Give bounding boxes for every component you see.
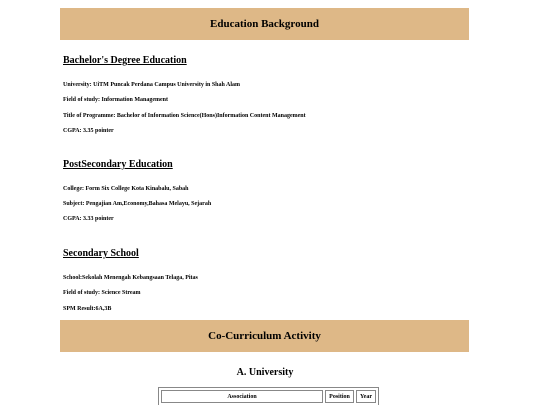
column-header-year: Year [356, 390, 376, 403]
association-table [158, 387, 379, 405]
bachelor-heading: Bachelor's Degree Education [63, 55, 187, 66]
secondary-heading: Secondary School [63, 248, 139, 259]
bachelor-field: Field of study: Information Management [63, 97, 168, 103]
column-header-association: Association [161, 390, 323, 403]
postsecondary-heading: PostSecondary Education [63, 159, 173, 170]
secondary-spm: SPM Result:6A,3B [63, 306, 112, 312]
bachelor-university: University: UiTM Puncak Perdana Campus University in Shah Alam [63, 82, 241, 88]
university-subheading: A. University [236, 367, 294, 378]
secondary-field: Field of study: Science Stream [63, 290, 141, 296]
bachelor-cgpa: CGPA: 3.35 pointer [63, 128, 114, 134]
bachelor-programme: Title of Programme: Bachelor of Information Science(Hons)Information Content Management [63, 113, 306, 119]
secondary-school: School:Sekolah Menengah Kebangsaan Telaga, Pitas [63, 275, 198, 281]
table-header-row [161, 390, 376, 403]
postsecondary-college: College: Form Six College Kota Kinabalu, Sabah [63, 186, 189, 192]
co-curriculum-banner: Co-Curriculum Activity [60, 320, 469, 352]
postsecondary-subject: Subject: Pengajian Am,Economy,Bahasa Melayu, Sejarah [63, 201, 212, 207]
education-background-banner: Education Background [60, 8, 469, 40]
column-header-position: Position [325, 390, 354, 403]
postsecondary-cgpa: CGPA: 3.33 pointer [63, 216, 114, 222]
